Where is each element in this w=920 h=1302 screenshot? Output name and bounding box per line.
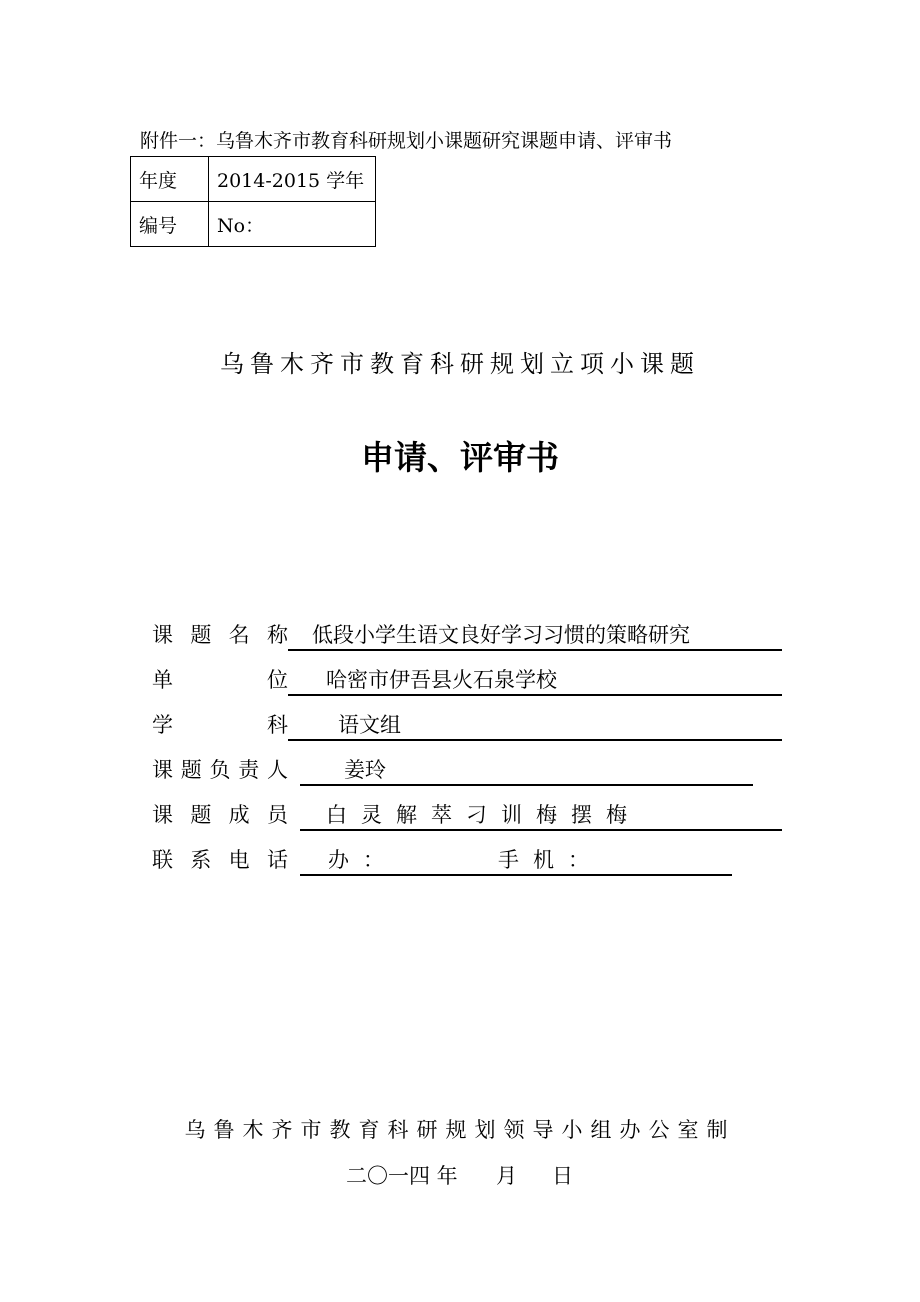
number-label: 编号: [131, 202, 209, 247]
phone-office: 办：: [328, 848, 398, 872]
year-label: 年度: [131, 157, 209, 202]
phone-mobile: 手机：: [498, 848, 603, 872]
leader-label: 课 题 负 责 人: [152, 758, 288, 782]
attachment-header: 附件一：乌鲁木齐市教育科研规划小课题研究课题申请、评审书: [140, 130, 673, 152]
issuer-line: 乌鲁木齐市教育科研规划领导小组办公室制: [184, 1118, 736, 1142]
date-month: 月: [496, 1164, 517, 1188]
meta-table: [130, 156, 376, 247]
date-year: 二〇一四 年: [346, 1164, 458, 1188]
date-day: 日: [552, 1164, 573, 1188]
topic-value: 低段小学生语文良好学习习惯的策略研究: [312, 623, 690, 647]
members-value: 白灵解萃刁训梅摆梅: [326, 803, 641, 827]
year-value: 2014-2015 学年: [209, 157, 376, 202]
table-row: [131, 202, 376, 247]
topic-label: 课 题 名 称: [152, 623, 288, 647]
unit-value: 哈密市伊吾县火石泉学校: [326, 668, 557, 692]
subject-value: 语文组: [338, 713, 401, 737]
unit-label: 单 位: [152, 668, 288, 692]
members-label: 课 题 成 员: [152, 803, 288, 827]
subject-label: 学 科: [152, 713, 288, 737]
document-title-line2: 申请、评审书: [361, 438, 559, 477]
document-title-line1: 乌鲁木齐市教育科研规划立项小课题: [220, 350, 700, 378]
phone-label: 联 系 电 话: [152, 848, 288, 872]
leader-value: 姜玲: [344, 758, 386, 782]
number-value: No：: [209, 202, 376, 247]
table-row: [131, 157, 376, 202]
